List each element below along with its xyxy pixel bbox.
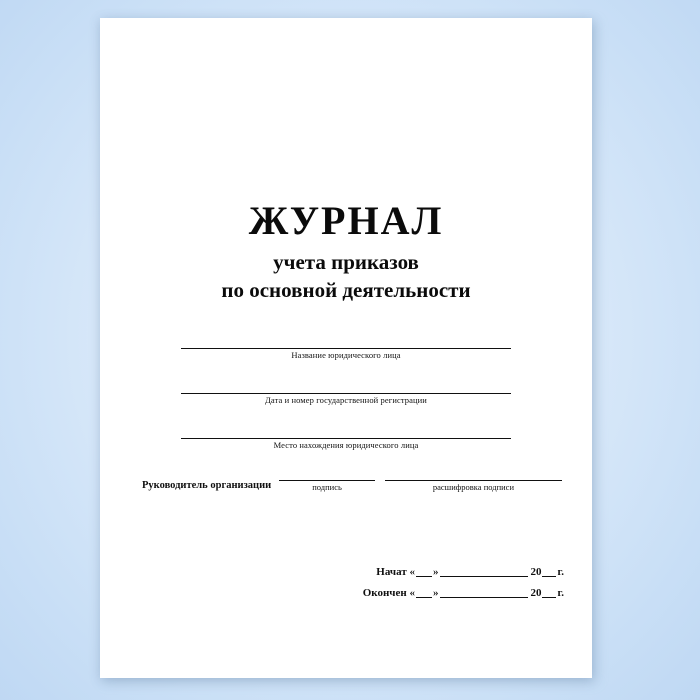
page-subtitle-line-2: по основной деятельности bbox=[221, 278, 471, 302]
field-caption: Название юридического лица bbox=[291, 350, 401, 360]
day-blank[interactable] bbox=[416, 597, 432, 598]
started-label: Начат bbox=[376, 566, 407, 578]
fill-in-rule[interactable] bbox=[181, 348, 511, 349]
fill-in-rule[interactable] bbox=[181, 438, 511, 439]
field-signature-decoding[interactable] bbox=[385, 480, 562, 492]
field-legal-entity-name[interactable] bbox=[181, 348, 511, 360]
year-prefix: 20 bbox=[530, 587, 542, 599]
fill-in-rule[interactable] bbox=[385, 480, 562, 481]
field-caption: Дата и номер государственной регистрации bbox=[265, 395, 427, 405]
month-blank[interactable] bbox=[440, 576, 528, 577]
year-suffix: г. bbox=[557, 566, 564, 578]
field-registration-date-number[interactable] bbox=[181, 393, 511, 405]
page-subtitle-line-1: учета приказов bbox=[273, 250, 419, 274]
document-page bbox=[100, 18, 592, 678]
head-of-organisation-row bbox=[142, 480, 562, 492]
quote-open: « bbox=[409, 566, 415, 578]
quote-close: » bbox=[432, 587, 439, 599]
start-end-block bbox=[304, 566, 564, 608]
fill-in-rule[interactable] bbox=[279, 480, 375, 481]
started-line[interactable] bbox=[304, 566, 564, 578]
fill-in-rule[interactable] bbox=[181, 393, 511, 394]
month-blank[interactable] bbox=[440, 597, 528, 598]
title-block bbox=[100, 200, 592, 303]
field-signature[interactable] bbox=[279, 480, 375, 492]
signature-decoding-caption: расшифровка подписи bbox=[432, 482, 514, 492]
quote-open: « bbox=[409, 587, 415, 599]
year-blank[interactable] bbox=[542, 597, 556, 598]
field-caption: Место нахождения юридического лица bbox=[273, 440, 419, 450]
signature-caption: подпись bbox=[312, 482, 342, 492]
finished-label: Окончен bbox=[362, 587, 407, 599]
page-title: ЖУРНАЛ bbox=[248, 198, 444, 243]
finished-line[interactable] bbox=[304, 587, 564, 599]
head-of-organisation-label: Руководитель организации bbox=[142, 480, 272, 491]
quote-close: » bbox=[432, 566, 439, 578]
document-content bbox=[100, 18, 592, 678]
year-blank[interactable] bbox=[542, 576, 556, 577]
year-prefix: 20 bbox=[530, 566, 542, 578]
year-suffix: г. bbox=[557, 587, 564, 599]
day-blank[interactable] bbox=[416, 576, 432, 577]
field-legal-entity-address[interactable] bbox=[181, 438, 511, 450]
